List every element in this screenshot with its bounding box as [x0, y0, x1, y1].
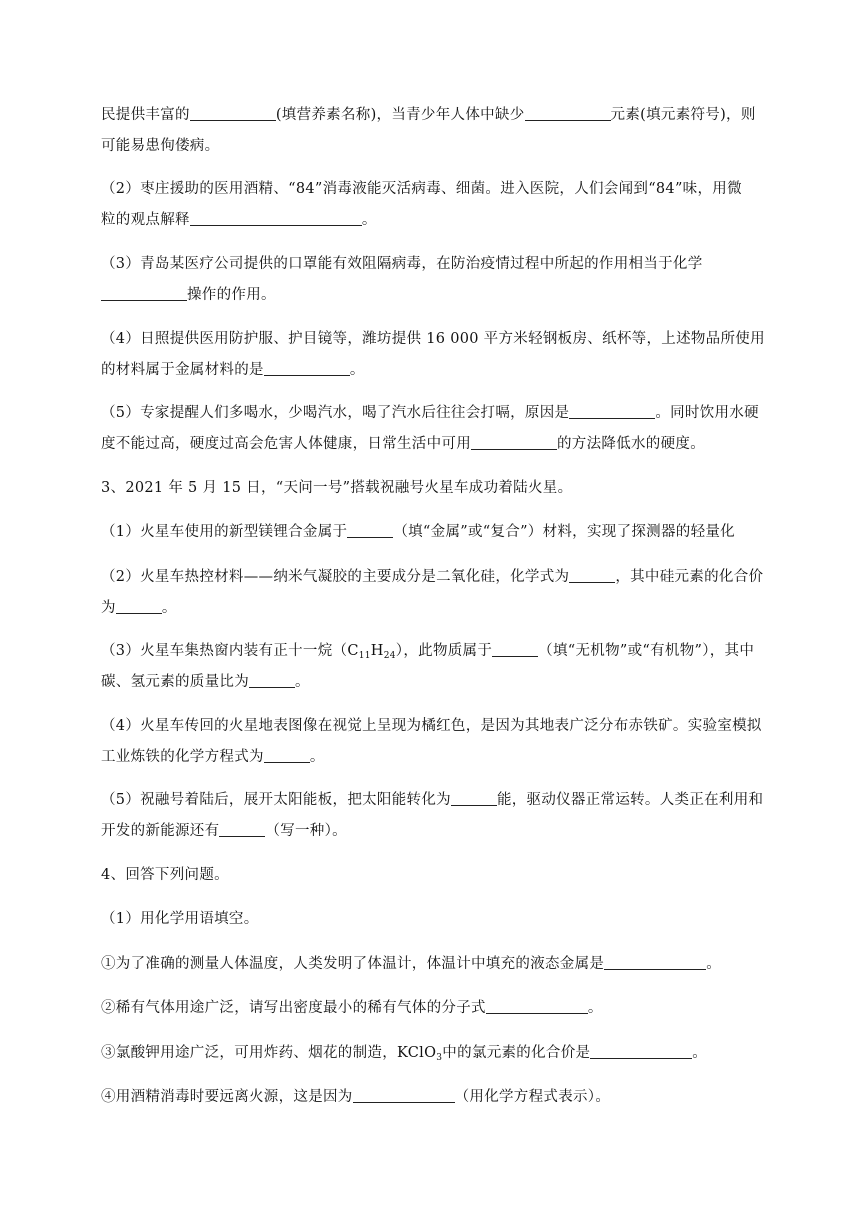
q2-part-4 — [101, 324, 801, 386]
q3-p1-text-a: （1）火星车使用的新型镁锂合金属于 — [101, 524, 348, 540]
q3-p2-text-b: ，其中硅元素的化合价 — [615, 569, 764, 585]
q4-part-1 — [101, 904, 801, 935]
q4-item-4 — [101, 1082, 801, 1113]
q4-title-text: 4、回答下列问题。 — [101, 867, 229, 883]
answer-blank[interactable] — [190, 106, 276, 121]
q2-part-2 — [101, 174, 801, 236]
q3-p4-text-b: 工业炼铁的化学方程式为 — [101, 749, 264, 765]
q3-p3-subscript-1: 11 — [358, 651, 371, 661]
q3-p4-text-c: 。 — [309, 749, 325, 765]
q2-part-5 — [101, 398, 801, 460]
q4-i4-text-b: （用化学方程式表示）。 — [454, 1089, 611, 1105]
q3-p3-text-d: 碳、氢元素的质量比为 — [101, 674, 249, 690]
q3-part-5 — [101, 785, 801, 847]
q4-i1-text-b: 。 — [706, 956, 722, 972]
q2-p3-text-b: 操作的作用。 — [187, 287, 276, 303]
q3-part-4 — [101, 711, 801, 773]
answer-blank[interactable] — [219, 822, 265, 837]
q3-p3-text-a: （3）火星车集热窗内装有正十一烷（C — [101, 643, 359, 659]
q3-p4-text-a: （4）火星车传回的火星地表图像在视觉上呈现为橘红色，是因为其地表广泛分布赤铁矿。实验室模拟 — [101, 718, 762, 734]
q2-p2-text-a: （2）枣庄援助的医用酒精、“84”消毒液能灭活病毒、细菌。进入医院，人们会闻到“84”味，用微 — [101, 181, 742, 197]
q3-p3-text-e: 。 — [295, 674, 310, 690]
q4-item-3 — [101, 1038, 801, 1069]
q3-p2-text-a: （2）火星车热控材料——纳米气凝胶的主要成分是二氧化硅，化学式为 — [101, 569, 570, 585]
q4-i3-subscript: 3 — [436, 1053, 443, 1063]
q3-p2-text-d: 。 — [161, 600, 177, 616]
q2-p2-text-b: 粒的观点解释 — [101, 212, 190, 228]
q2-cont-text-b: (填营养素名称)，当青少年人体中缺少 — [275, 107, 525, 123]
answer-blank[interactable] — [264, 361, 350, 376]
answer-blank[interactable] — [569, 404, 655, 419]
q4-i2-text-a: ②稀有气体用途广泛，请写出密度最小的稀有气体的分子式 — [101, 1000, 486, 1016]
q2-p5-text-d: 的方法降低水的硬度。 — [557, 436, 705, 452]
answer-blank[interactable] — [264, 748, 310, 763]
q3-p5-text-b: 能，驱动仪器正常运转。人类正在利用和 — [496, 792, 764, 808]
answer-blank[interactable] — [451, 791, 497, 806]
q3-part-1 — [101, 517, 801, 548]
q3-p5-text-c: 开发的新能源还有 — [101, 823, 220, 839]
answer-blank[interactable] — [569, 568, 615, 583]
q2-p4-text-a: （4）日照提供医用防护服、护目镜等，潍坊提供 16 000 平方米轻钢板房、纸杯等，上述物品所使用 — [101, 331, 765, 347]
q3-p3-text-c: （填“无机物”或“有机物”），其中 — [538, 643, 755, 659]
q2-cont-text-d: 可能易患佝偻病。 — [101, 138, 220, 154]
q4-i3-text-c: 。 — [692, 1045, 708, 1061]
q4-item-1 — [101, 949, 801, 980]
q4-p1-text: （1）用化学用语填空。 — [101, 911, 259, 927]
q2-p3-text-a: （3）青岛某医疗公司提供的口罩能有效阻隔病毒，在防治疫情过程中所起的作用相当于化学 — [101, 256, 703, 272]
q4-i3-text-b: 中的氯元素的化合价是 — [442, 1045, 591, 1061]
q2-p4-text-c: 。 — [349, 362, 365, 378]
q3-p3-hydrogen: H — [370, 643, 384, 659]
q4-item-2 — [101, 993, 801, 1024]
q4-i4-text-a: ④用酒精消毒时要远离火源，这是因为 — [101, 1089, 353, 1105]
q3-p1-text-b: （填“金属”或“复合”）材料，实现了探测器的轻量化 — [393, 524, 735, 540]
q2-cont-text-a: 民提供丰富的 — [101, 107, 190, 123]
answer-blank[interactable] — [471, 435, 557, 450]
q3-p3-text-b: ），此物质属于 — [395, 643, 493, 659]
q3-p2-text-c: 为 — [101, 600, 116, 616]
answer-blank[interactable] — [486, 999, 588, 1014]
answer-blank[interactable] — [347, 523, 393, 538]
q4-i3-text-a: ③氯酸钾用途广泛，可用炸药、烟花的制造，KClO — [101, 1045, 437, 1061]
answer-blank[interactable] — [525, 106, 611, 121]
q2-continuation — [101, 100, 801, 162]
q2-cont-text-c: 元素(填元素符号)，则 — [610, 107, 756, 123]
q4-i1-text-a: ①为了准确的测量人体温度，人类发明了体温计，体温计中填充的液态金属是 — [101, 956, 605, 972]
q3-part-2 — [101, 562, 801, 624]
q3-p5-text-a: （5）祝融号着陆后，展开太阳能板，把太阳能转化为 — [101, 792, 451, 808]
q2-p5-text-b: 。同时饮用水硬 — [655, 405, 759, 421]
q3-part-3 — [101, 636, 801, 698]
answer-blank[interactable] — [604, 955, 706, 970]
q2-part-3 — [101, 249, 801, 311]
q4-i2-text-b: 。 — [587, 1000, 603, 1016]
q3-p3-subscript-2: 24 — [383, 651, 396, 661]
q3-title-text: 3、2021 年 5 月 15 日，“天问一号”搭载祝融号火星车成功着陆火星。 — [101, 480, 573, 496]
answer-blank[interactable] — [353, 1088, 455, 1103]
answer-blank[interactable] — [590, 1044, 692, 1059]
q3-title — [101, 473, 801, 504]
q2-p5-text-a: （5）专家提醒人们多喝水，少喝汽水，喝了汽水后往往会打嗝，原因是 — [101, 405, 570, 421]
q2-p4-text-b: 的材料属于金属材料的是 — [101, 362, 264, 378]
q2-p2-text-c: 。 — [361, 212, 377, 228]
answer-blank[interactable] — [249, 673, 295, 688]
answer-blank[interactable] — [190, 211, 362, 226]
answer-blank[interactable] — [492, 642, 538, 657]
q2-p5-text-c: 度不能过高，硬度过高会危害人体健康，日常生活中可用 — [101, 436, 471, 452]
answer-blank[interactable] — [101, 286, 187, 301]
q3-p5-text-d: （写一种）。 — [265, 823, 347, 839]
q4-title — [101, 860, 801, 891]
answer-blank[interactable] — [116, 599, 162, 614]
